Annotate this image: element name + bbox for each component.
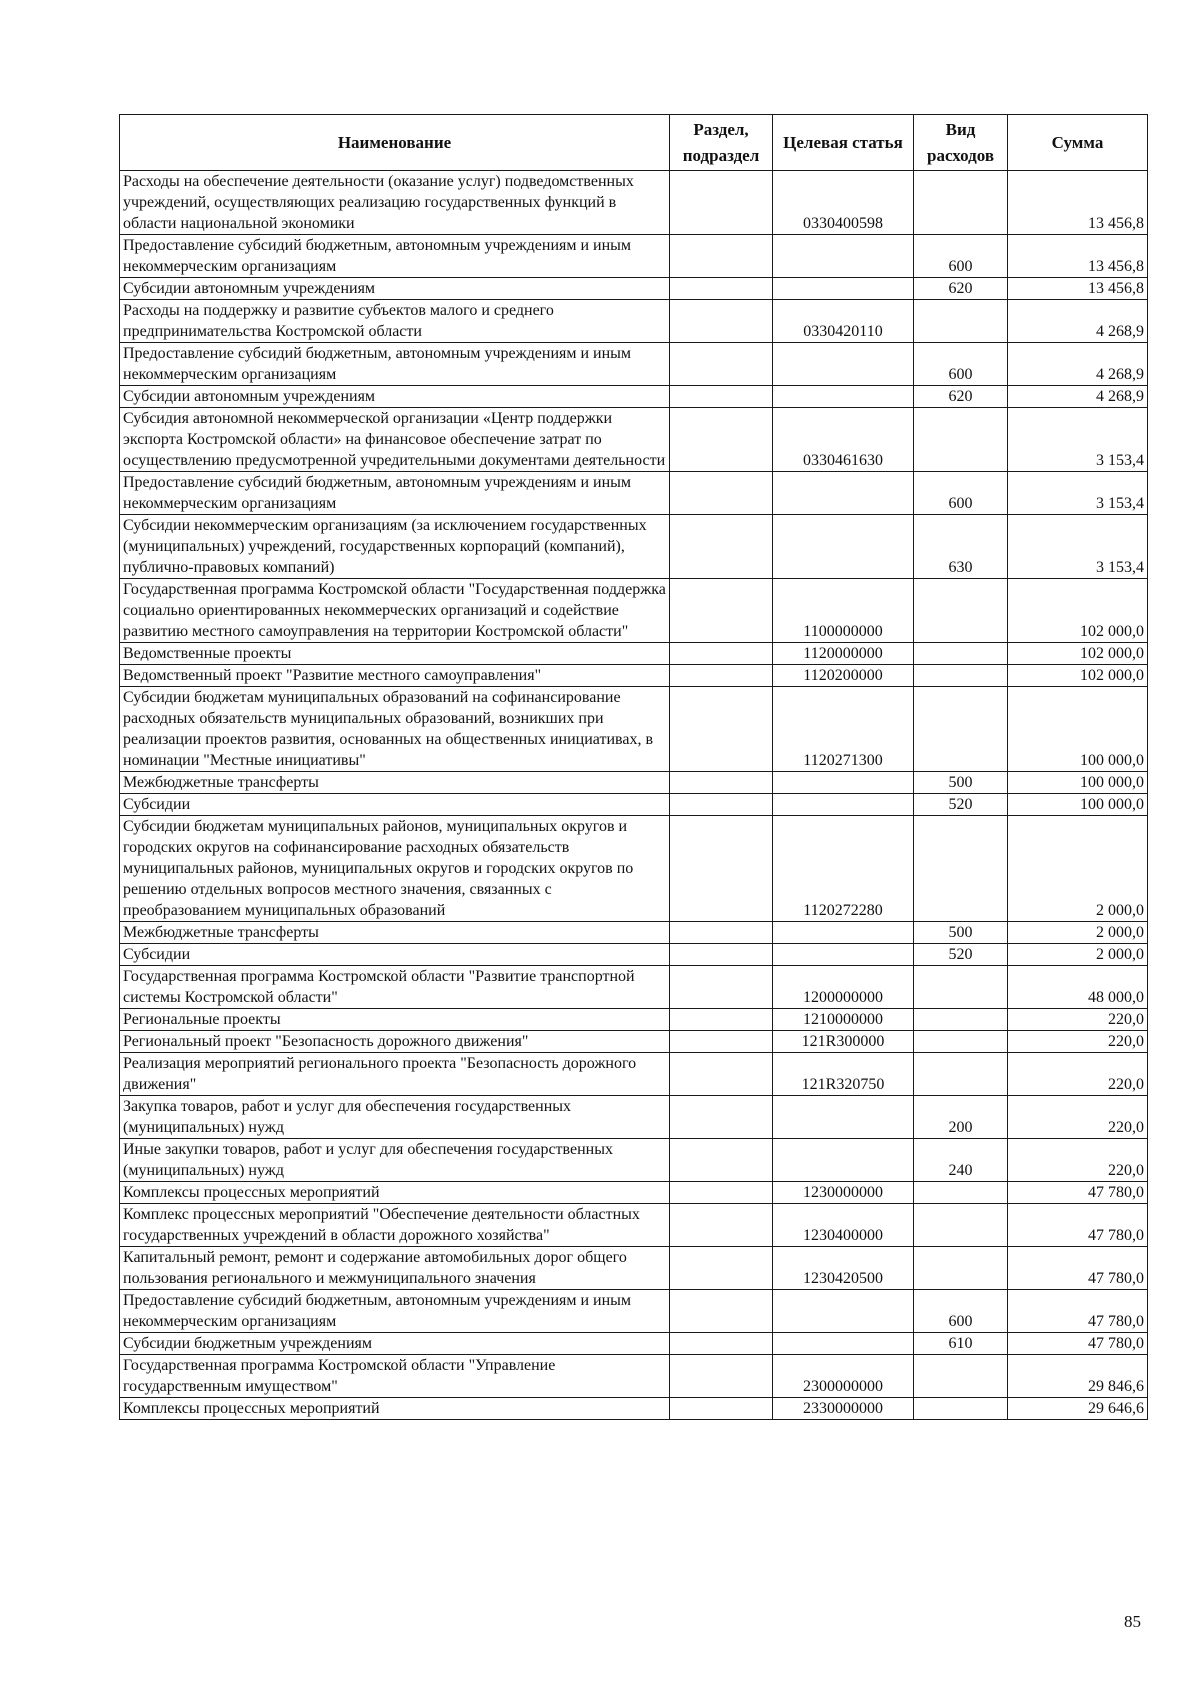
table-row <box>120 816 1148 922</box>
cell-target <box>773 343 914 386</box>
cell-name: Субсидии автономным учреждениям <box>120 278 670 300</box>
cell-section <box>670 472 773 515</box>
cell-sum: 3 153,4 <box>1008 515 1148 579</box>
cell-name: Комплексы процессных мероприятий <box>120 1182 670 1204</box>
cell-vid: 600 <box>914 1290 1008 1333</box>
col-header-target: Целевая статья <box>773 115 914 171</box>
cell-sum: 13 456,8 <box>1008 235 1148 278</box>
cell-vid: 600 <box>914 343 1008 386</box>
cell-target: 1230420500 <box>773 1247 914 1290</box>
cell-name: Реализация мероприятий регионального проекта "Безопасность дорожного движения" <box>120 1053 670 1096</box>
cell-name: Расходы на поддержку и развитие субъектов малого и среднего предпринимательства Костромской области <box>120 300 670 343</box>
cell-vid: 240 <box>914 1139 1008 1182</box>
cell-sum: 220,0 <box>1008 1053 1148 1096</box>
cell-name: Закупка товаров, работ и услуг для обеспечения государственных (муниципальных) нужд <box>120 1096 670 1139</box>
cell-sum: 100 000,0 <box>1008 772 1148 794</box>
cell-target <box>773 472 914 515</box>
cell-sum: 47 780,0 <box>1008 1204 1148 1247</box>
table-row <box>120 515 1148 579</box>
cell-target: 1120272280 <box>773 816 914 922</box>
cell-section <box>670 278 773 300</box>
cell-vid <box>914 665 1008 687</box>
cell-name: Государственная программа Костромской области "Управление государственным имуществом" <box>120 1355 670 1398</box>
table-row <box>120 922 1148 944</box>
cell-name: Субсидии бюджетам муниципальных образований на софинансирование расходных обязательств муниципальных образований, возникших при реализации проектов развития, основанных на общественных инициативах, в номинации "Местные инициативы" <box>120 687 670 772</box>
table-row <box>120 278 1148 300</box>
cell-section <box>670 1182 773 1204</box>
cell-target: 121R320750 <box>773 1053 914 1096</box>
cell-section <box>670 343 773 386</box>
cell-vid: 620 <box>914 278 1008 300</box>
cell-target <box>773 922 914 944</box>
cell-target <box>773 1333 914 1355</box>
cell-section <box>670 1204 773 1247</box>
table-row <box>120 665 1148 687</box>
cell-target <box>773 278 914 300</box>
cell-name: Предоставление субсидий бюджетным, автономным учреждениям и иным некоммерческим организациям <box>120 235 670 278</box>
cell-sum: 100 000,0 <box>1008 687 1148 772</box>
cell-vid <box>914 1247 1008 1290</box>
cell-section <box>670 772 773 794</box>
table-row <box>120 235 1148 278</box>
cell-section <box>670 687 773 772</box>
cell-name: Комплекс процессных мероприятий "Обеспечение деятельности областных государственных учреждений в области дорожного хозяйства" <box>120 1204 670 1247</box>
cell-vid <box>914 579 1008 643</box>
table-row <box>120 343 1148 386</box>
cell-section <box>670 966 773 1009</box>
table-row <box>120 1139 1148 1182</box>
cell-vid <box>914 816 1008 922</box>
table-row <box>120 794 1148 816</box>
cell-name: Государственная программа Костромской области "Государственная поддержка социально ориентированных некоммерческих организаций и содействие развитию местного самоуправления на территории Костромской области" <box>120 579 670 643</box>
table-row <box>120 1398 1148 1420</box>
cell-sum: 4 268,9 <box>1008 343 1148 386</box>
cell-name: Капитальный ремонт, ремонт и содержание автомобильных дорог общего пользования регионального и межмуниципального значения <box>120 1247 670 1290</box>
cell-target <box>773 944 914 966</box>
cell-target <box>773 386 914 408</box>
cell-sum: 29 846,6 <box>1008 1355 1148 1398</box>
cell-vid <box>914 643 1008 665</box>
cell-sum: 4 268,9 <box>1008 386 1148 408</box>
col-header-vid: Вид расходов <box>914 115 1008 171</box>
cell-section <box>670 515 773 579</box>
table-row <box>120 1182 1148 1204</box>
table-row <box>120 944 1148 966</box>
cell-sum: 220,0 <box>1008 1031 1148 1053</box>
cell-target <box>773 1139 914 1182</box>
table-row <box>120 1009 1148 1031</box>
cell-section <box>670 579 773 643</box>
cell-vid <box>914 966 1008 1009</box>
page-number: 85 <box>1124 1612 1141 1631</box>
table-row <box>120 1333 1148 1355</box>
cell-name: Субсидии <box>120 794 670 816</box>
budget-table <box>119 114 1148 1420</box>
cell-vid <box>914 1031 1008 1053</box>
table-row <box>120 1204 1148 1247</box>
cell-name: Субсидия автономной некоммерческой организации «Центр поддержки экспорта Костромской области» на финансовое обеспечение затрат по осуществлению предусмотренной учредительными документами деятельности <box>120 408 670 472</box>
cell-section <box>670 1333 773 1355</box>
cell-name: Субсидии <box>120 944 670 966</box>
cell-name: Межбюджетные трансферты <box>120 922 670 944</box>
cell-name: Предоставление субсидий бюджетным, автономным учреждениям и иным некоммерческим организациям <box>120 343 670 386</box>
table-row <box>120 1247 1148 1290</box>
cell-sum: 2 000,0 <box>1008 922 1148 944</box>
cell-sum: 4 268,9 <box>1008 300 1148 343</box>
cell-vid <box>914 1398 1008 1420</box>
cell-section <box>670 1247 773 1290</box>
cell-vid: 520 <box>914 794 1008 816</box>
cell-target <box>773 1290 914 1333</box>
cell-vid <box>914 408 1008 472</box>
cell-vid <box>914 300 1008 343</box>
cell-sum: 29 646,6 <box>1008 1398 1148 1420</box>
cell-section <box>670 1290 773 1333</box>
table-row <box>120 171 1148 235</box>
cell-sum: 13 456,8 <box>1008 278 1148 300</box>
cell-name: Предоставление субсидий бюджетным, автономным учреждениям и иным некоммерческим организациям <box>120 472 670 515</box>
cell-section <box>670 171 773 235</box>
table-row <box>120 472 1148 515</box>
cell-section <box>670 1096 773 1139</box>
cell-section <box>670 944 773 966</box>
cell-name: Государственная программа Костромской области "Развитие транспортной системы Костромской области" <box>120 966 670 1009</box>
cell-target <box>773 515 914 579</box>
cell-target: 0330461630 <box>773 408 914 472</box>
cell-section <box>670 235 773 278</box>
cell-target: 1100000000 <box>773 579 914 643</box>
table-row <box>120 1053 1148 1096</box>
cell-vid: 600 <box>914 235 1008 278</box>
cell-section <box>670 1031 773 1053</box>
cell-target: 2330000000 <box>773 1398 914 1420</box>
table-row <box>120 1355 1148 1398</box>
cell-section <box>670 1355 773 1398</box>
table-row <box>120 579 1148 643</box>
cell-name: Субсидии автономным учреждениям <box>120 386 670 408</box>
cell-sum: 47 780,0 <box>1008 1333 1148 1355</box>
cell-section <box>670 1398 773 1420</box>
cell-sum: 48 000,0 <box>1008 966 1148 1009</box>
cell-section <box>670 816 773 922</box>
cell-sum: 2 000,0 <box>1008 944 1148 966</box>
cell-vid: 500 <box>914 922 1008 944</box>
cell-name: Субсидии бюджетным учреждениям <box>120 1333 670 1355</box>
table-row <box>120 687 1148 772</box>
cell-section <box>670 386 773 408</box>
cell-target: 0330400598 <box>773 171 914 235</box>
cell-target: 1210000000 <box>773 1009 914 1031</box>
cell-section <box>670 665 773 687</box>
cell-section <box>670 1009 773 1031</box>
cell-name: Субсидии бюджетам муниципальных районов, муниципальных округов и городских округов на софинансирование расходных обязательств муниципальных районов, муниципальных округов и городских округов по решению отдельных вопросов местного значения, связанных с преобразованием муниципальных образований <box>120 816 670 922</box>
cell-sum: 100 000,0 <box>1008 794 1148 816</box>
table-row <box>120 643 1148 665</box>
cell-vid <box>914 171 1008 235</box>
cell-vid <box>914 1182 1008 1204</box>
cell-sum: 102 000,0 <box>1008 665 1148 687</box>
cell-target: 0330420110 <box>773 300 914 343</box>
col-header-name: Наименование <box>120 115 670 171</box>
cell-target: 121R300000 <box>773 1031 914 1053</box>
cell-section <box>670 1053 773 1096</box>
cell-name: Иные закупки товаров, работ и услуг для обеспечения государственных (муниципальных) нужд <box>120 1139 670 1182</box>
cell-name: Ведомственный проект "Развитие местного самоуправления" <box>120 665 670 687</box>
cell-vid <box>914 1204 1008 1247</box>
cell-target: 1230000000 <box>773 1182 914 1204</box>
table-row <box>120 1096 1148 1139</box>
cell-sum: 102 000,0 <box>1008 643 1148 665</box>
cell-target: 1120200000 <box>773 665 914 687</box>
cell-section <box>670 1139 773 1182</box>
cell-vid <box>914 1053 1008 1096</box>
cell-vid: 630 <box>914 515 1008 579</box>
cell-name: Расходы на обеспечение деятельности (оказание услуг) подведомственных учреждений, осуществляющих реализацию государственных функций в области национальной экономики <box>120 171 670 235</box>
cell-target: 1120271300 <box>773 687 914 772</box>
table-row <box>120 386 1148 408</box>
cell-sum: 220,0 <box>1008 1139 1148 1182</box>
cell-vid: 520 <box>914 944 1008 966</box>
cell-target: 2300000000 <box>773 1355 914 1398</box>
cell-sum: 47 780,0 <box>1008 1290 1148 1333</box>
cell-target: 1230400000 <box>773 1204 914 1247</box>
cell-name: Комплексы процессных мероприятий <box>120 1398 670 1420</box>
cell-target <box>773 772 914 794</box>
cell-name: Региональные проекты <box>120 1009 670 1031</box>
table-header-row <box>120 115 1148 171</box>
cell-sum: 220,0 <box>1008 1009 1148 1031</box>
table-row <box>120 966 1148 1009</box>
table-row <box>120 772 1148 794</box>
table-row <box>120 1290 1148 1333</box>
cell-target: 1200000000 <box>773 966 914 1009</box>
cell-sum: 3 153,4 <box>1008 472 1148 515</box>
cell-target <box>773 1096 914 1139</box>
cell-vid: 200 <box>914 1096 1008 1139</box>
cell-name: Предоставление субсидий бюджетным, автономным учреждениям и иным некоммерческим организациям <box>120 1290 670 1333</box>
cell-section <box>670 408 773 472</box>
table-row <box>120 300 1148 343</box>
cell-section <box>670 643 773 665</box>
cell-vid <box>914 1009 1008 1031</box>
cell-vid: 500 <box>914 772 1008 794</box>
table-body <box>120 171 1148 1420</box>
cell-sum: 102 000,0 <box>1008 579 1148 643</box>
cell-section <box>670 300 773 343</box>
cell-target <box>773 794 914 816</box>
col-header-section: Раздел, подраздел <box>670 115 773 171</box>
cell-name: Межбюджетные трансферты <box>120 772 670 794</box>
cell-vid <box>914 1355 1008 1398</box>
cell-sum: 3 153,4 <box>1008 408 1148 472</box>
cell-name: Ведомственные проекты <box>120 643 670 665</box>
col-header-sum: Сумма <box>1008 115 1148 171</box>
cell-section <box>670 794 773 816</box>
cell-name: Субсидии некоммерческим организациям (за исключением государственных (муниципальных) учреждений, государственных корпораций (компаний), публично-правовых компаний) <box>120 515 670 579</box>
cell-sum: 47 780,0 <box>1008 1247 1148 1290</box>
cell-target: 1120000000 <box>773 643 914 665</box>
cell-sum: 2 000,0 <box>1008 816 1148 922</box>
cell-section <box>670 922 773 944</box>
cell-sum: 13 456,8 <box>1008 171 1148 235</box>
table-row <box>120 408 1148 472</box>
cell-vid: 600 <box>914 472 1008 515</box>
cell-sum: 220,0 <box>1008 1096 1148 1139</box>
cell-vid: 620 <box>914 386 1008 408</box>
cell-name: Региональный проект "Безопасность дорожного движения" <box>120 1031 670 1053</box>
cell-vid <box>914 687 1008 772</box>
cell-vid: 610 <box>914 1333 1008 1355</box>
table-row <box>120 1031 1148 1053</box>
cell-target <box>773 235 914 278</box>
cell-sum: 47 780,0 <box>1008 1182 1148 1204</box>
